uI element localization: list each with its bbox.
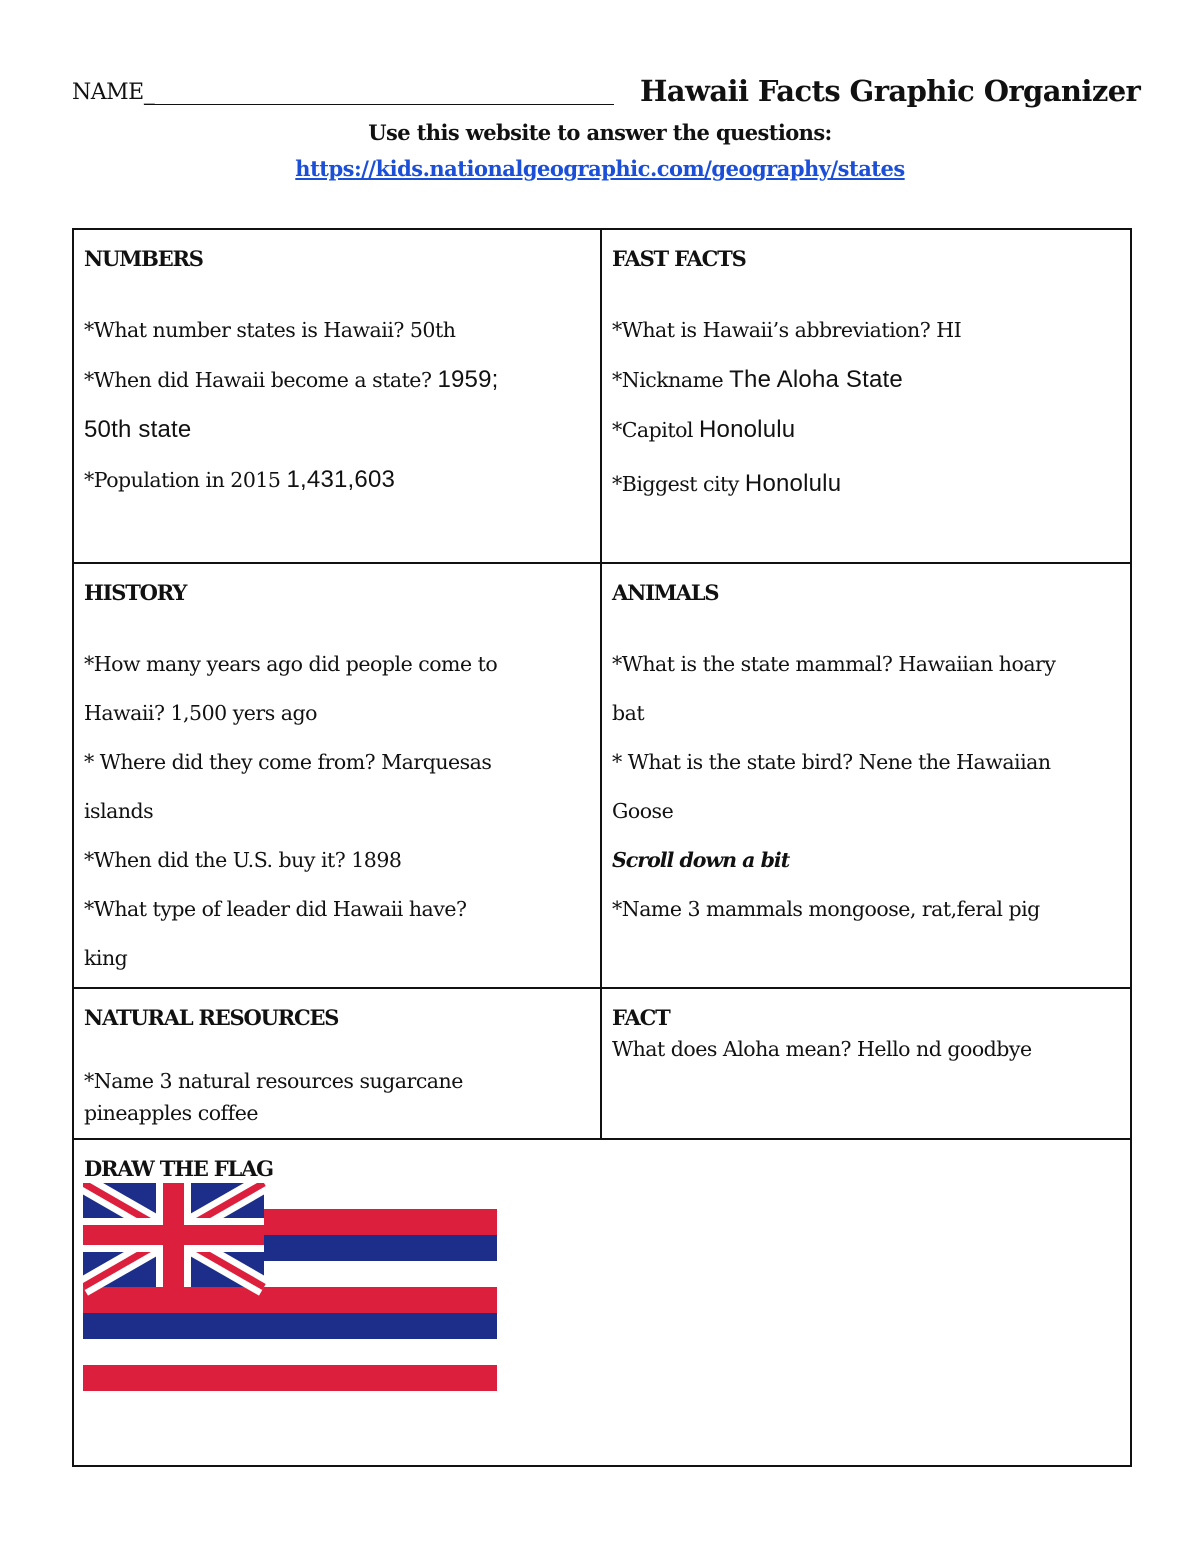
grid-line xyxy=(72,1465,1132,1467)
scroll-note: Scroll down a bit xyxy=(612,848,790,872)
numbers-q1: *What number states is Hawaii? 50th xyxy=(84,318,456,342)
animals-line: *What is the state mammal? Hawaiian hoary xyxy=(612,652,1056,676)
fast-facts-q2-question: *Nickname xyxy=(612,368,730,392)
fast-facts-q1: *What is Hawaii’s abbreviation? HI xyxy=(612,318,962,342)
animals-cell xyxy=(602,566,1130,934)
numbers-q2-answer: 1959; xyxy=(437,366,499,393)
animals-line: * What is the state bird? Nene the Hawaiian xyxy=(612,750,1051,774)
grid-line xyxy=(72,562,1132,564)
instruction-text: Use this website to answer the questions: xyxy=(368,120,832,145)
numbers-q2-question: *When did Hawaii become a state? xyxy=(84,368,438,392)
fast-facts-q3-question: *Capitol xyxy=(612,418,699,442)
numbers-title: NUMBERS xyxy=(84,246,203,271)
natural-resources-line: *Name 3 natural resources sugarcane xyxy=(84,1069,463,1093)
union-jack-canton xyxy=(83,1183,264,1287)
history-line: *How many years ago did people come to xyxy=(84,652,498,676)
history-line: king xyxy=(84,946,128,970)
history-line: * Where did they come from? Marquesas xyxy=(84,750,492,774)
natural-resources-line: pineapples coffee xyxy=(84,1101,258,1125)
numbers-q3 xyxy=(84,455,590,505)
history-line: islands xyxy=(84,799,154,823)
animals-line: bat xyxy=(612,701,645,725)
animals-title: ANIMALS xyxy=(612,580,719,605)
numbers-q3-answer: 1,431,603 xyxy=(286,466,396,493)
numbers-q2-cont xyxy=(84,405,590,455)
fast-facts-q4-question: *Biggest city xyxy=(612,472,745,496)
page-title: Hawaii Facts Graphic Organizer xyxy=(640,74,1141,108)
name-label: NAME_ xyxy=(72,80,155,105)
fact-cell xyxy=(602,991,1130,1065)
hawaii-flag-image xyxy=(83,1183,497,1391)
grid-line xyxy=(72,987,1132,989)
fast-facts-q3-answer: Honolulu xyxy=(699,416,796,443)
fast-facts-q3 xyxy=(612,405,1120,455)
natural-resources-title: NATURAL RESOURCES xyxy=(84,1005,339,1030)
fact-line: What does Aloha mean? Hello nd goodbye xyxy=(612,1037,1032,1061)
fast-facts-cell xyxy=(602,232,1130,509)
animals-line: Goose xyxy=(612,799,674,823)
fact-title: FACT xyxy=(612,1005,670,1030)
history-line: *When did the U.S. buy it? 1898 xyxy=(84,848,402,872)
name-blank-line[interactable] xyxy=(144,104,614,105)
fast-facts-title: FAST FACTS xyxy=(612,246,746,271)
numbers-q2 xyxy=(84,355,590,405)
website-link[interactable]: https://kids.nationalgeographic.com/geography/states xyxy=(295,156,905,181)
natural-resources-cell xyxy=(74,991,600,1129)
numbers-q3-question: *Population in 2015 xyxy=(84,468,287,492)
fast-facts-q2-answer: The Aloha State xyxy=(729,366,903,393)
grid-line xyxy=(72,228,1132,230)
grid-line xyxy=(72,1138,1132,1140)
numbers-q2-answer-cont: 50th state xyxy=(84,416,192,443)
animals-last-line: *Name 3 mammals mongoose, rat,feral pig xyxy=(612,897,1040,921)
grid-line xyxy=(1130,228,1132,1467)
history-line: Hawaii? 1,500 yers ago xyxy=(84,701,317,725)
fast-facts-q2 xyxy=(612,355,1120,405)
history-line: *What type of leader did Hawaii have? xyxy=(84,897,467,921)
fast-facts-q4 xyxy=(612,459,1120,509)
flag-title: DRAW THE FLAG xyxy=(84,1156,273,1181)
history-cell xyxy=(74,566,600,983)
history-title: HISTORY xyxy=(84,580,187,605)
numbers-cell xyxy=(74,232,600,505)
fast-facts-q4-answer: Honolulu xyxy=(744,470,842,497)
